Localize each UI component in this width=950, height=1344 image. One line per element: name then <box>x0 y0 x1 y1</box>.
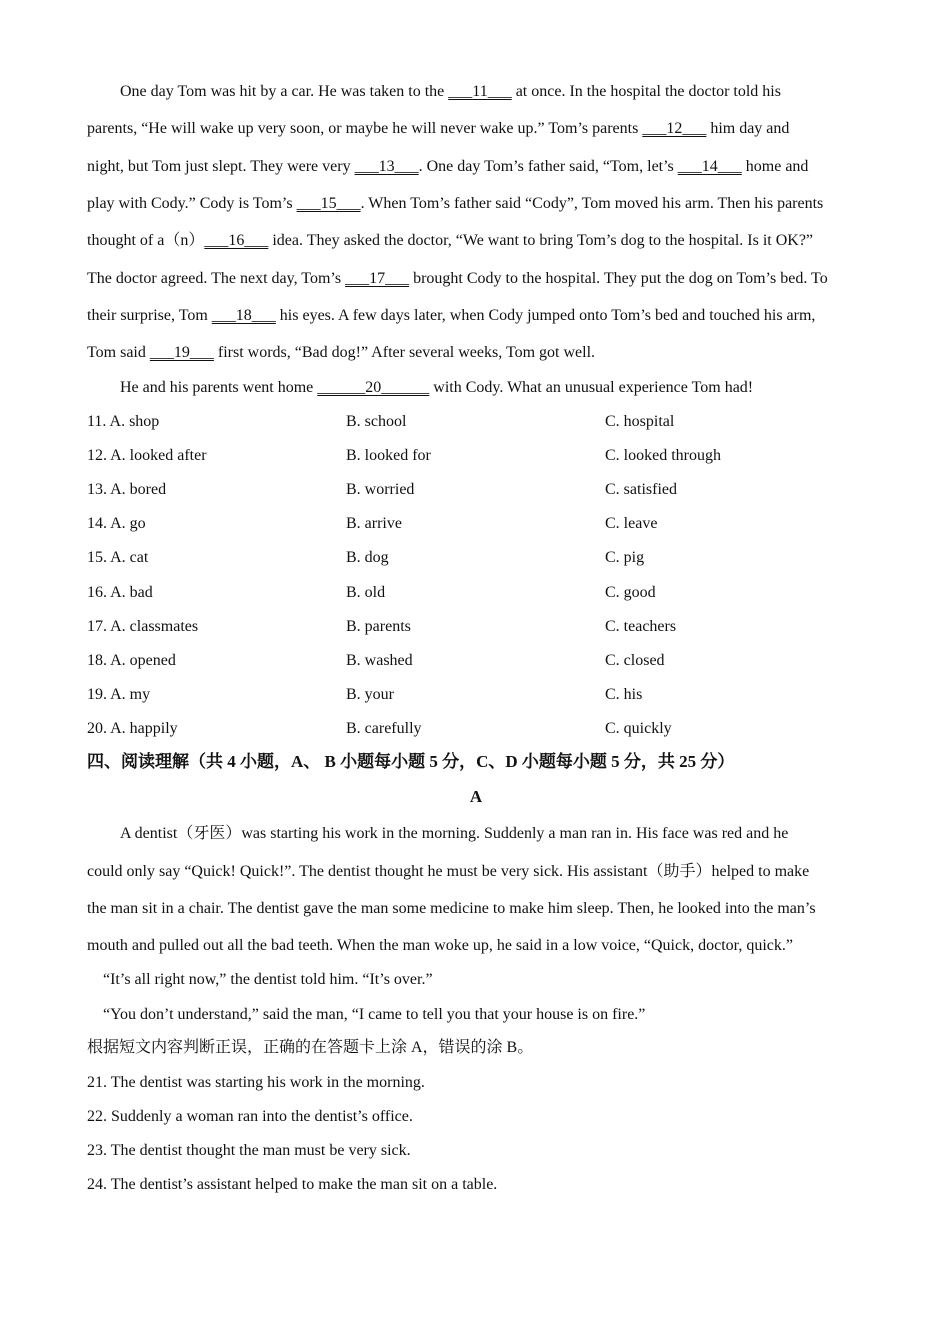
passage-line: A dentist（牙医）was starting his work in the morning. Suddenly a man ran in. His face was red and he <box>120 825 789 842</box>
option-b[interactable]: B. washed <box>346 652 413 669</box>
question-item[interactable]: 21. The dentist was starting his work in the morning. <box>87 1074 425 1091</box>
option-c[interactable]: C. hospital <box>605 413 675 430</box>
cloze-line: Tom said ___19___ first words, “Bad dog!” After several weeks, Tom got well. <box>87 344 596 361</box>
option-b[interactable]: B. looked for <box>346 447 431 464</box>
option-b[interactable]: B. parents <box>346 618 411 635</box>
blank-12: ___12___ <box>642 120 707 137</box>
question-item[interactable]: 23. The dentist thought the man must be very sick. <box>87 1142 411 1159</box>
cloze-line: night, but Tom just slept. They were very ___13___. One day Tom’s father said, “Tom, let’s ___14___ home and <box>87 158 809 175</box>
cloze-line: The doctor agreed. The next day, Tom’s ___17___ brought Cody to the hospital. They put the dog on Tom’s bed. To <box>87 270 828 287</box>
blank-13: ___13___ <box>354 158 419 175</box>
option-c[interactable]: C. good <box>605 584 656 601</box>
section-heading: 四、阅读理解（共 4 小题，A、 B 小题每小题 5 分，C、D 小题每小题 5 分，共 25 分） <box>87 752 735 771</box>
option-c[interactable]: C. leave <box>605 515 658 532</box>
passage-line: the man sit in a chair. The dentist gave the man some medicine to make him sleep. Then, he looked into the man’s <box>87 900 816 917</box>
option-a[interactable]: 17. A. classmates <box>87 618 199 635</box>
option-c[interactable]: C. looked through <box>605 447 721 464</box>
option-b[interactable]: B. arrive <box>346 515 402 532</box>
cloze-line: thought of a（n）___16___ idea. They asked the doctor, “We want to bring Tom’s dog to the hospital. Is it OK?” <box>87 232 814 249</box>
option-b[interactable]: B. school <box>346 413 407 430</box>
option-c[interactable]: C. teachers <box>605 618 677 635</box>
blank-17: ___17___ <box>345 270 410 287</box>
option-a[interactable]: 18. A. opened <box>87 652 176 669</box>
option-a[interactable]: 15. A. cat <box>87 549 149 566</box>
blank-20: ______20______ <box>317 379 430 396</box>
option-a[interactable]: 12. A. looked after <box>87 447 207 464</box>
option-a[interactable]: 20. A. happily <box>87 720 178 737</box>
passage-line: mouth and pulled out all the bad teeth. When the man woke up, he said in a low voice, “Quick, doctor, quick.” <box>87 937 793 954</box>
option-a[interactable]: 16. A. bad <box>87 584 153 601</box>
passage-label: A <box>469 787 483 806</box>
option-b[interactable]: B. dog <box>346 549 389 566</box>
option-c[interactable]: C. closed <box>605 652 665 669</box>
cloze-line: play with Cody.” Cody is Tom’s ___15___. When Tom’s father said “Cody”, Tom moved his arm. Then his parents <box>87 195 824 212</box>
passage-line: “It’s all right now,” the dentist told him. “It’s over.” <box>103 971 433 988</box>
option-b[interactable]: B. old <box>346 584 386 601</box>
option-c[interactable]: C. his <box>605 686 643 703</box>
blank-19: ___19___ <box>149 344 214 361</box>
blank-14: ___14___ <box>677 158 742 175</box>
instruction-text: 根据短文内容判断正误，正确的在答题卡上涂 A，错误的涂 B。 <box>87 1039 534 1056</box>
option-a[interactable]: 14. A. go <box>87 515 146 532</box>
option-b[interactable]: B. carefully <box>346 720 422 737</box>
option-a[interactable]: 13. A. bored <box>87 481 167 498</box>
question-item[interactable]: 24. The dentist’s assistant helped to make the man sit on a table. <box>87 1176 498 1193</box>
cloze-line: One day Tom was hit by a car. He was taken to the ___11___ at once. In the hospital the doctor told his <box>120 83 781 100</box>
option-c[interactable]: C. quickly <box>605 720 672 737</box>
passage-line: could only say “Quick! Quick!”. The dentist thought he must be very sick. His assistant（助手）helped to make <box>87 863 810 880</box>
option-c[interactable]: C. pig <box>605 549 645 566</box>
option-b[interactable]: B. worried <box>346 481 415 498</box>
cloze-line: He and his parents went home ______20______ with Cody. What an unusual experience Tom had! <box>120 379 754 396</box>
option-b[interactable]: B. your <box>346 686 394 703</box>
passage-line: “You don’t understand,” said the man, “I came to tell you that your house is on fire.” <box>103 1006 646 1023</box>
blank-15: ___15___ <box>296 195 361 212</box>
cloze-line: their surprise, Tom ___18___ his eyes. A few days later, when Cody jumped onto Tom’s bed and touched his arm, <box>87 307 816 324</box>
cloze-line: parents, “He will wake up very soon, or maybe he will never wake up.” Tom’s parents ___12___ him day and <box>87 120 790 137</box>
option-a[interactable]: 11. A. shop <box>87 413 160 430</box>
option-a[interactable]: 19. A. my <box>87 686 151 703</box>
blank-11: ___11___ <box>448 83 512 100</box>
blank-16: ___16___ <box>204 232 269 249</box>
question-item[interactable]: 22. Suddenly a woman ran into the dentist’s office. <box>87 1108 413 1125</box>
option-c[interactable]: C. satisfied <box>605 481 677 498</box>
blank-18: ___18___ <box>211 307 276 324</box>
